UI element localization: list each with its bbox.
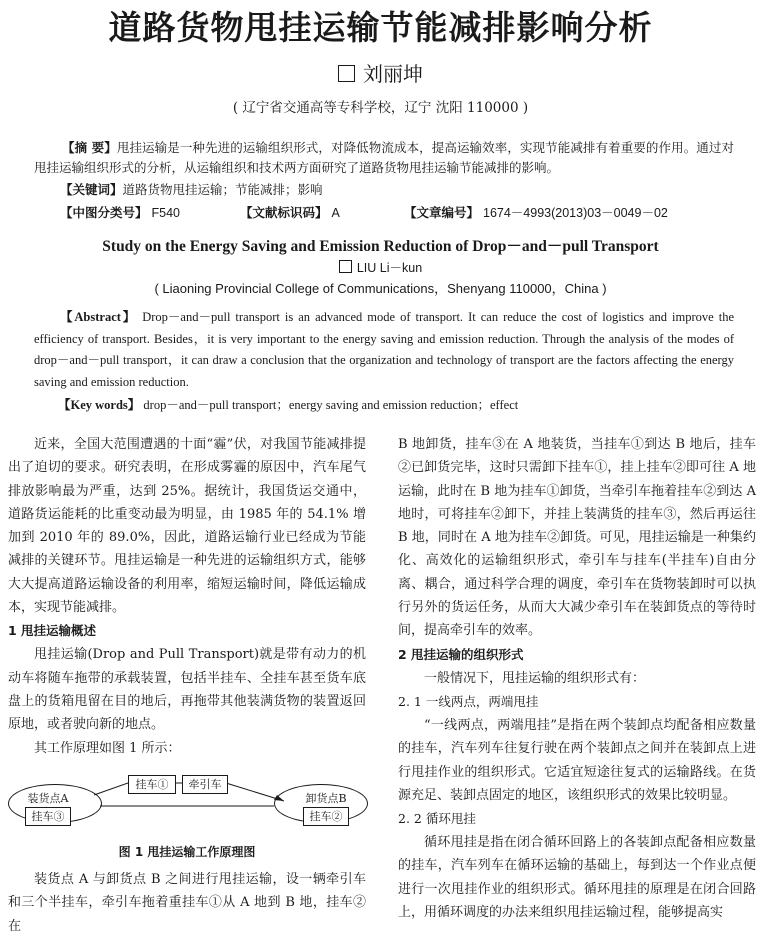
left-column bbox=[8, 433, 366, 760]
clc-number bbox=[60, 203, 180, 221]
figure-1-diagram bbox=[8, 773, 366, 835]
figure-caption: 图 1 甩挂运输工作原理图 bbox=[118, 845, 256, 859]
abstract-cn bbox=[34, 138, 734, 178]
unload-point-label: 卸货点B bbox=[305, 792, 347, 805]
paper-title: 道路货物甩挂运输节能减排影响分析 bbox=[108, 8, 653, 47]
body-paragraph: 装货点 A 与卸货点 B 之间进行甩挂运输，设一辆牵引车和三个半挂车，牵引车拖着重挂车①从 A 地到 B 地，挂车②在 bbox=[8, 872, 366, 934]
trailer-3-box: 挂车③ bbox=[25, 807, 71, 826]
subsection-heading: 2. 1 一线两点，两端甩挂 bbox=[398, 693, 539, 709]
doc-value: A bbox=[331, 206, 340, 220]
clc-value: F540 bbox=[151, 206, 180, 220]
article-number bbox=[404, 203, 668, 221]
body-paragraph: B 地卸货，挂车③在 A 地装货，当挂车①到达 B 地后，挂车②已卸货完毕，这时只需卸下挂车①，挂上挂车②即可往 A 地运输，此时在 B 地为挂车①卸货，当牵引车拖着挂车②到达 A 地时，可将挂车②卸下，并挂上装满货的挂车③，然后再运往 B 地，同时在 A 地为挂车②卸货。可见，甩挂运输是一种集约化、高效化的运输组织形式，牵引车与挂车(半挂车)自由分离、耦合，通过科学合理的调度，牵引车在货物装卸时可以执行另外的货运任务，从而大大减少牵引车在装卸货点的等待时间，提高牵引车的效率。 bbox=[398, 437, 756, 639]
body-paragraph: 近来，全国大范围遭遇的十面“霾”伏，对我国节能减排提出了迫切的要求。研究表明，在形成雾霾的原因中，汽车尾气排放影响最为严重，达到 25%。据统计，我国货运交通中，道路货运能耗的比重变动最为明显，由 1985 年的 54.1% 增加到 2010 年的 89.0%，因此，道路运输行业已经成为节能减排的关键环节。甩挂运输是一种先进的运输组织方式，能够大大提高道路运输设备的利用率，缩短运输时间，降低运输成本，实现节能减排。 bbox=[8, 437, 366, 616]
body-paragraph: 一般情况下，甩挂运输的组织形式有： bbox=[424, 670, 646, 686]
abstract-cn-text: 甩挂运输是一种先进的运输组织形式，对降低物流成本，提高运输效率，实现节能减排有着重要的作用。通过对甩挂运输组织形式的分析，从运输组织和技术两方面研究了道路货物甩挂运输节能减排的影响。 bbox=[34, 140, 734, 175]
article-value: 1674－4993(2013)03－0049－02 bbox=[483, 206, 668, 220]
clc-label: 【中图分类号】 bbox=[60, 205, 148, 220]
abstract-en-text: Drop－and－pull transport is an advanced mode of transport. It can reduce the cost of logistics and improve the efficiency of transport. Besides，it is very important to the energy saving and emission reduction. Through the analysis of the modes of drop－and－pull transport，it can draw a conclusion that the organization and technology of transport are the factors affecting the energy saving and emission reduction. bbox=[34, 310, 735, 389]
trailer-2-box: 挂车② bbox=[303, 807, 349, 826]
keywords-en bbox=[58, 395, 518, 413]
author-name: 刘丽坤 bbox=[363, 62, 423, 86]
english-author-line bbox=[0, 258, 761, 276]
english-title: Study on the Energy Saving and Emission Reduction of Drop－and－pull Transport bbox=[102, 238, 659, 255]
body-paragraph: 其工作原理如图 1 所示： bbox=[34, 740, 181, 756]
trailer-1-box: 挂车① bbox=[128, 775, 176, 794]
keywords-en-label: 【Key words】 bbox=[58, 398, 141, 412]
right-column bbox=[398, 433, 756, 924]
english-affiliation: ( Liaoning Provincial College of Communications，Shenyang 110000，China ) bbox=[154, 281, 607, 296]
doc-code bbox=[240, 203, 340, 221]
keywords-cn-text: 道路货物甩挂运输；节能减排；影响 bbox=[122, 182, 323, 197]
keywords-cn-label: 【关键词】 bbox=[60, 182, 123, 197]
body-paragraph: “一线两点，两端甩挂”是指在两个装卸点均配备相应数量的挂车，汽车列车往复行驶在两个装卸点之间并在装卸点上进行甩挂作业的组织形式。它适宜短途往复式的运输路线。在货源充足、装卸点固定的地区，该组织形式的效果比较明显。 bbox=[398, 717, 756, 803]
section-heading: 2 甩挂运输的组织形式 bbox=[398, 646, 524, 662]
tractor-box: 牵引车 bbox=[182, 775, 228, 794]
doc-label: 【文献标识码】 bbox=[240, 205, 328, 220]
abstract-en bbox=[34, 307, 734, 393]
left-column-bottom bbox=[8, 868, 366, 938]
square-box-icon bbox=[338, 65, 355, 82]
abstract-cn-label: 【摘 要】 bbox=[62, 140, 117, 155]
load-point-label: 装货点A bbox=[27, 792, 69, 805]
author-line bbox=[0, 58, 761, 87]
english-author: LIU Li－kun bbox=[356, 261, 423, 275]
keywords-cn bbox=[60, 180, 323, 198]
article-label: 【文章编号】 bbox=[404, 205, 480, 220]
abstract-en-label: 【Abstract】 bbox=[60, 310, 138, 324]
subsection-heading: 2. 2 循环甩挂 bbox=[398, 811, 476, 827]
body-paragraph: 甩挂运输(Drop and Pull Transport)就是带有动力的机动车将随车拖带的承载装置，包括半挂车、全挂车甚至货车底盘上的货箱甩留在目的地后，再拖带其他装满货物的装置返回原地，或者驶向新的地点。 bbox=[8, 647, 366, 733]
affiliation: ( 辽宁省交通高等专科学校，辽宁 沈阳 110000 ) bbox=[232, 100, 529, 116]
body-paragraph: 循环甩挂是指在闭合循环回路上的各装卸点配备相应数量的挂车，汽车列车在循环运输的基础上，每到达一个作业点便进行一次甩挂作业的组织形式。循环甩挂的原理是在闭合回路上，用循环调度的办法来组织甩挂运输过程，能够提高实 bbox=[398, 835, 756, 921]
square-box-icon bbox=[339, 260, 352, 273]
keywords-en-text: drop－and－pull transport；energy saving and emission reduction；effect bbox=[143, 398, 519, 412]
section-heading: 1 甩挂运输概述 bbox=[8, 623, 97, 639]
